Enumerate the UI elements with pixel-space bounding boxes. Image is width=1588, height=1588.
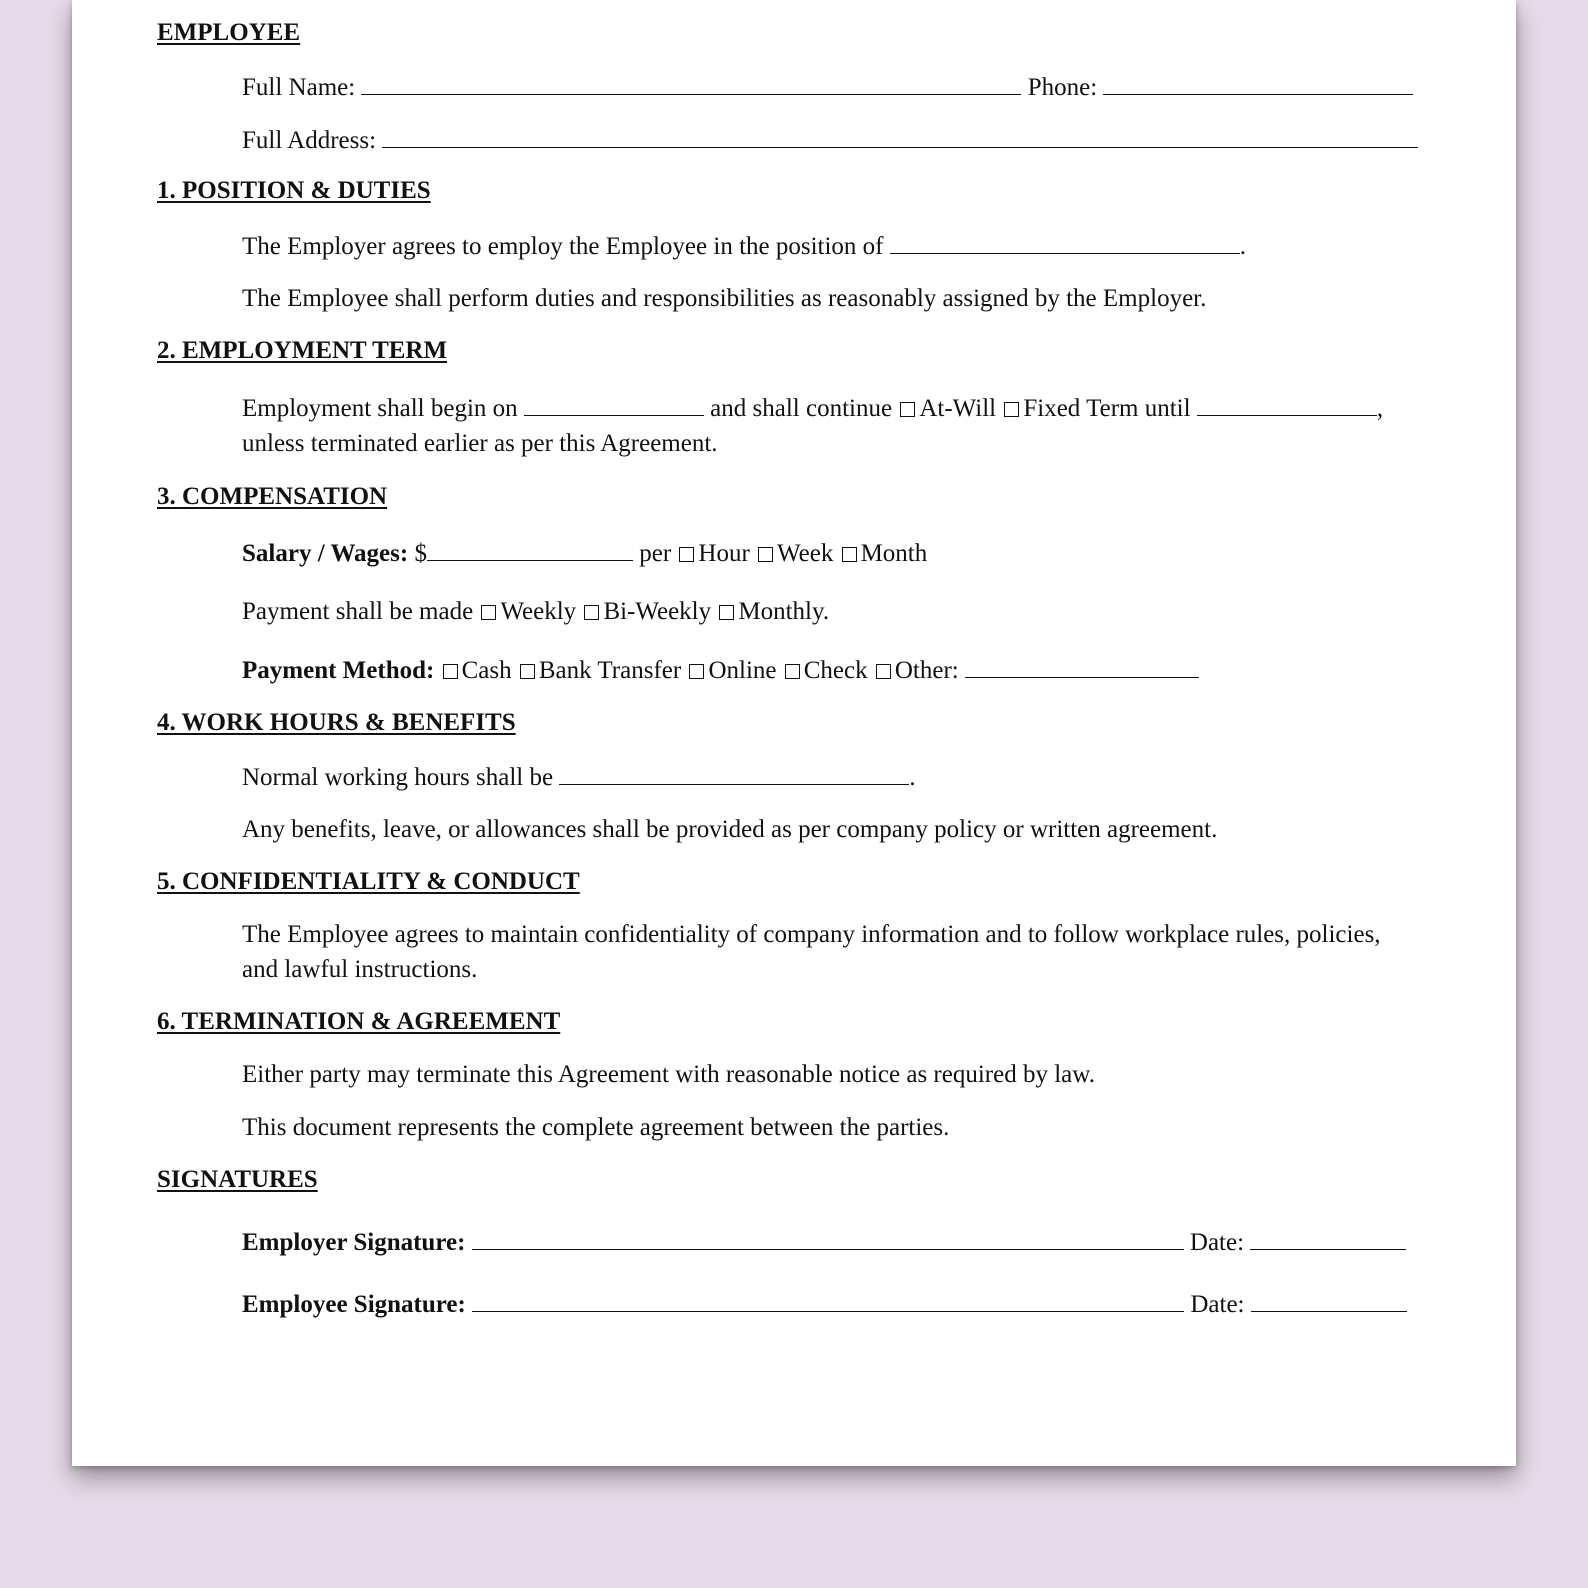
phone-field[interactable] [1103, 72, 1413, 95]
employee-date-label: Date: [1190, 1291, 1245, 1318]
employer-date-field[interactable] [1250, 1227, 1406, 1250]
full-address-field[interactable] [382, 125, 1418, 148]
confidentiality-line-2: and lawful instructions. [242, 956, 478, 983]
employee-signature-row [242, 1289, 1407, 1320]
monthly-label: Monthly. [738, 598, 830, 625]
week-label: Week [777, 540, 834, 567]
employer-signature-field[interactable] [472, 1227, 1184, 1250]
duties-text: The Employee shall perform duties and responsibilities as reasonably assigned by the Employer. [242, 285, 1207, 312]
document-page [72, 0, 1516, 1466]
online-checkbox[interactable] [689, 664, 704, 679]
dollar-sign: $ [414, 540, 427, 567]
section-heading-termination: 6. TERMINATION & AGREEMENT [157, 1008, 561, 1035]
hour-checkbox[interactable] [679, 547, 694, 562]
employer-date-label: Date: [1189, 1229, 1245, 1256]
fixed-term-label: Fixed Term until [1023, 395, 1191, 422]
payment-method-label: Payment Method: [242, 657, 435, 684]
employee-signature-field[interactable] [472, 1289, 1184, 1312]
phone-label: Phone: [1027, 74, 1098, 101]
monthly-checkbox[interactable] [719, 605, 734, 620]
termination-line-2: This document represents the complete agreement between the parties. [242, 1114, 950, 1141]
month-checkbox[interactable] [842, 547, 857, 562]
salary-label: Salary / Wages: [242, 540, 409, 567]
bank-transfer-label: Bank Transfer [538, 657, 682, 684]
end-date-field[interactable] [1197, 393, 1377, 416]
term-continue-text: and shall continue [710, 395, 893, 422]
check-checkbox[interactable] [785, 664, 800, 679]
employer-signature-label: Employer Signature: [242, 1229, 466, 1256]
check-label: Check [803, 657, 868, 684]
month-label: Month [860, 540, 928, 567]
term-comma: , [1376, 395, 1384, 422]
at-will-label: At-Will [919, 395, 997, 422]
cash-checkbox[interactable] [443, 664, 458, 679]
salary-line [242, 538, 927, 569]
employee-date-field[interactable] [1251, 1289, 1407, 1312]
payment-made-text: Payment shall be made [242, 598, 474, 625]
confidentiality-line-1: The Employee agrees to maintain confidentiality of company information and to follow workplace rules, policies, [242, 921, 1381, 948]
full-name-row [242, 72, 1413, 103]
week-checkbox[interactable] [758, 547, 773, 562]
termination-line-1: Either party may terminate this Agreement with reasonable notice as required by law. [242, 1061, 1095, 1088]
hours-period: . [909, 764, 916, 791]
position-period: . [1239, 233, 1247, 260]
term-line-2: unless terminated earlier as per this Agreement. [242, 430, 718, 457]
payment-frequency-line [242, 597, 829, 627]
full-name-field[interactable] [361, 72, 1021, 95]
hours-text: Normal working hours shall be [242, 764, 554, 791]
employee-signature-label: Employee Signature: [242, 1291, 466, 1318]
section-heading-signatures: SIGNATURES [157, 1166, 318, 1193]
weekly-label: Weekly [500, 598, 577, 625]
position-line [242, 231, 1246, 262]
employer-signature-row [242, 1227, 1406, 1258]
cash-label: Cash [461, 657, 512, 684]
section-heading-confidentiality: 5. CONFIDENTIALITY & CONDUCT [157, 868, 580, 895]
at-will-checkbox[interactable] [900, 402, 915, 417]
online-label: Online [708, 657, 777, 684]
section-heading-hours: 4. WORK HOURS & BENEFITS [157, 709, 516, 736]
section-heading-compensation: 3. COMPENSATION [157, 483, 388, 510]
term-line [242, 393, 1383, 424]
weekly-checkbox[interactable] [481, 605, 496, 620]
full-address-row [242, 125, 1418, 156]
start-date-field[interactable] [524, 393, 704, 416]
position-text: The Employer agrees to employ the Employee in the position of [242, 233, 884, 260]
salary-field[interactable] [427, 538, 633, 561]
position-field[interactable] [890, 231, 1240, 254]
other-checkbox[interactable] [876, 664, 891, 679]
bank-transfer-checkbox[interactable] [520, 664, 535, 679]
full-address-label: Full Address: [242, 127, 377, 154]
hour-label: Hour [698, 540, 750, 567]
other-label: Other: [894, 657, 959, 684]
per-text: per [639, 540, 672, 567]
payment-method-line [242, 655, 1199, 686]
full-name-label: Full Name: [242, 74, 356, 101]
term-begin-text: Employment shall begin on [242, 395, 518, 422]
other-method-field[interactable] [965, 655, 1199, 678]
benefits-text: Any benefits, leave, or allowances shall be provided as per company policy or written agreement. [242, 816, 1218, 843]
section-heading-employee: EMPLOYEE [157, 19, 301, 46]
hours-line [242, 762, 916, 793]
fixed-term-checkbox[interactable] [1004, 402, 1019, 417]
biweekly-label: Bi-Weekly [603, 598, 712, 625]
working-hours-field[interactable] [559, 762, 909, 785]
biweekly-checkbox[interactable] [584, 605, 599, 620]
section-heading-term: 2. EMPLOYMENT TERM [157, 337, 448, 364]
section-heading-position: 1. POSITION & DUTIES [157, 177, 431, 204]
